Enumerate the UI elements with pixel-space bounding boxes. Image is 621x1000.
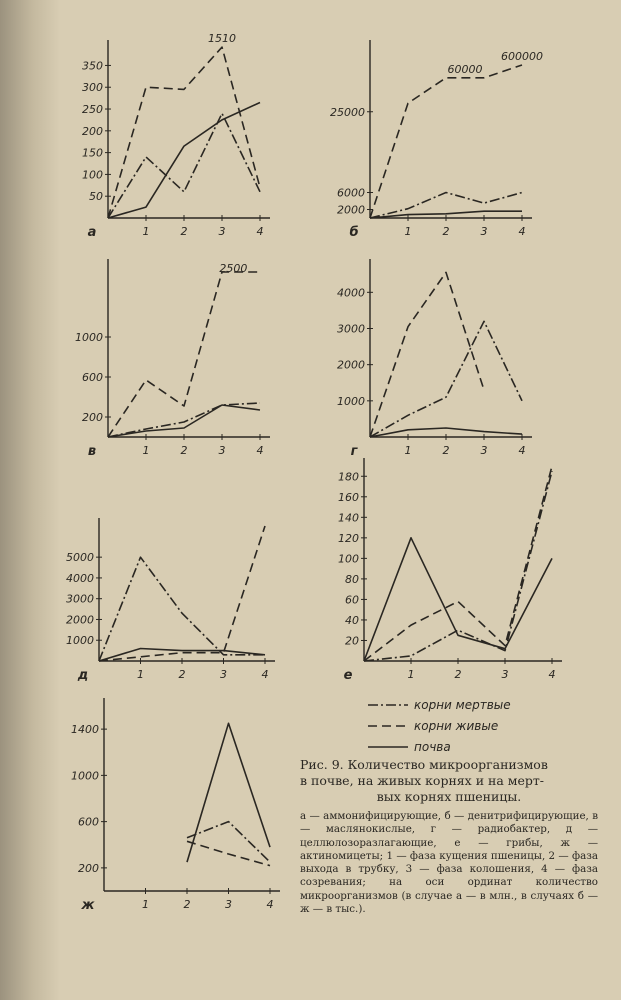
x-tick-label: 2 — [180, 444, 188, 457]
series-line-dead-roots — [108, 403, 260, 437]
y-tick-label: 180 — [338, 470, 359, 484]
y-tick-label: 4000 — [337, 286, 365, 300]
y-tick-label: 1000 — [66, 634, 94, 648]
y-tick-label: 25000 — [330, 105, 365, 119]
y-tick-label: 200 — [78, 861, 99, 875]
series-line-live-roots — [99, 526, 265, 661]
x-tick-label: 4 — [266, 898, 274, 911]
x-tick-label: 4 — [256, 225, 264, 238]
panel-label: б — [349, 225, 359, 240]
series-line-dead-roots — [370, 321, 522, 437]
y-tick-label: 100 — [82, 168, 103, 182]
x-tick-label: 2 — [183, 898, 191, 911]
figure-caption — [300, 757, 598, 916]
chart-e — [338, 458, 562, 683]
y-tick-label: 1000 — [337, 394, 365, 408]
x-tick-label: 2 — [180, 225, 188, 238]
y-tick-label: 120 — [338, 531, 359, 545]
x-tick-label: 1 — [404, 444, 412, 457]
peak-annotation: 2500 — [219, 262, 248, 275]
panel-label: г — [350, 444, 358, 459]
caption-description: а — аммонифицирующие, б — денитрифицирующие, в — маслянокислые, г — радиобактер, д — целлюлозоразлагающие, е — грибы, ж — актиномицеты; 1 — фаза кущения пшеницы, 2 — фаза выхода в трубку, 3 — фаза колошения, 4 — фаза созревания; на оси ординат количество микроорганизмов (в случае а — в млн., в случаях б — ж — в тыс.). — [300, 810, 598, 916]
y-tick-label: 4000 — [66, 571, 94, 585]
y-tick-label: 40 — [345, 613, 359, 627]
series-line-live-roots — [370, 62, 522, 218]
legend-label-live: корни живые — [414, 719, 499, 733]
x-tick-label: 4 — [548, 668, 556, 681]
panel-label: ж — [81, 898, 95, 913]
series-line-dead-roots — [108, 113, 260, 218]
y-tick-label: 20 — [345, 634, 359, 648]
y-tick-label: 150 — [82, 146, 103, 160]
legend — [368, 698, 511, 754]
y-tick-label: 3000 — [337, 322, 365, 336]
x-tick-label: 4 — [261, 668, 269, 681]
chart-g — [337, 259, 532, 459]
peak-annotation: 600000 — [501, 50, 543, 63]
peak-annotation: 60000 — [447, 62, 483, 76]
y-tick-label: 2000 — [337, 203, 365, 217]
y-tick-label: 60 — [345, 593, 359, 607]
x-tick-label: 2 — [442, 225, 450, 238]
x-tick-label: 2 — [178, 668, 186, 681]
series-line-dead-roots — [187, 822, 270, 863]
y-tick-label: 3000 — [66, 592, 94, 606]
y-tick-label: 600 — [82, 371, 103, 384]
x-tick-label: 3 — [225, 898, 232, 911]
y-tick-label: 160 — [338, 490, 359, 504]
x-tick-label: 4 — [256, 444, 264, 457]
x-tick-label: 1 — [142, 225, 150, 238]
series-line-live-roots — [364, 466, 552, 661]
chart-v — [75, 259, 270, 459]
y-tick-label: 2000 — [337, 358, 365, 372]
panel-label: а — [87, 225, 97, 240]
series-line-soil — [108, 103, 260, 219]
y-tick-label: 300 — [82, 81, 103, 95]
y-tick-label: 200 — [82, 124, 103, 138]
x-tick-label: 3 — [480, 444, 488, 457]
legend-label-soil: почва — [414, 740, 451, 754]
chart-b — [330, 40, 543, 240]
y-tick-label: 1400 — [71, 723, 99, 737]
y-tick-label: 250 — [82, 103, 103, 117]
x-tick-label: 2 — [442, 444, 450, 457]
y-tick-label: 2000 — [66, 613, 94, 627]
x-tick-label: 4 — [518, 225, 526, 238]
series-line-soil — [187, 723, 270, 862]
x-tick-label: 1 — [404, 225, 412, 238]
x-tick-label: 1 — [137, 668, 144, 681]
x-tick-label: 3 — [218, 225, 226, 238]
x-tick-label: 1 — [142, 898, 149, 911]
y-tick-label: 50 — [89, 190, 103, 204]
panel-label: в — [87, 444, 97, 459]
x-tick-label: 4 — [518, 444, 526, 457]
x-tick-label: 3 — [501, 668, 509, 681]
caption-title-line-1: Рис. 9. Количество микроорганизмов — [300, 757, 548, 772]
panel-label: д — [77, 668, 89, 683]
series-line-dead-roots — [99, 557, 265, 661]
series-line-live-roots — [187, 841, 270, 865]
x-tick-label: 1 — [407, 668, 415, 681]
series-line-live-roots — [108, 272, 260, 437]
peak-annotation: 1510 — [208, 32, 236, 46]
chart-d — [66, 518, 275, 683]
y-tick-label: 140 — [338, 511, 359, 525]
y-tick-label: 1000 — [75, 331, 103, 344]
series-line-live-roots — [108, 47, 260, 218]
panel-label: е — [343, 668, 353, 683]
y-tick-label: 100 — [338, 552, 359, 566]
y-tick-label: 5000 — [66, 551, 94, 565]
chart-zh — [71, 698, 280, 913]
x-tick-label: 3 — [218, 444, 226, 457]
y-tick-label: 1000 — [71, 769, 99, 783]
legend-label-dead: корни мертвые — [414, 698, 511, 712]
x-tick-label: 2 — [454, 668, 462, 681]
caption-title — [300, 757, 598, 805]
chart-a — [82, 32, 270, 240]
y-tick-label: 600 — [78, 815, 99, 829]
caption-title-line-2: в почве, на живых корнях и на мерт- — [300, 773, 545, 788]
x-tick-label: 3 — [220, 668, 227, 681]
y-tick-label: 6000 — [337, 186, 365, 200]
y-tick-label: 80 — [345, 572, 359, 586]
series-line-soil — [364, 538, 552, 661]
caption-title-line-3: вых корнях пшеницы. — [376, 789, 522, 804]
x-tick-label: 1 — [142, 444, 150, 457]
x-tick-label: 3 — [480, 225, 488, 238]
series-line-dead-roots — [364, 471, 552, 661]
y-tick-label: 200 — [82, 411, 103, 424]
y-tick-label: 350 — [82, 59, 103, 73]
